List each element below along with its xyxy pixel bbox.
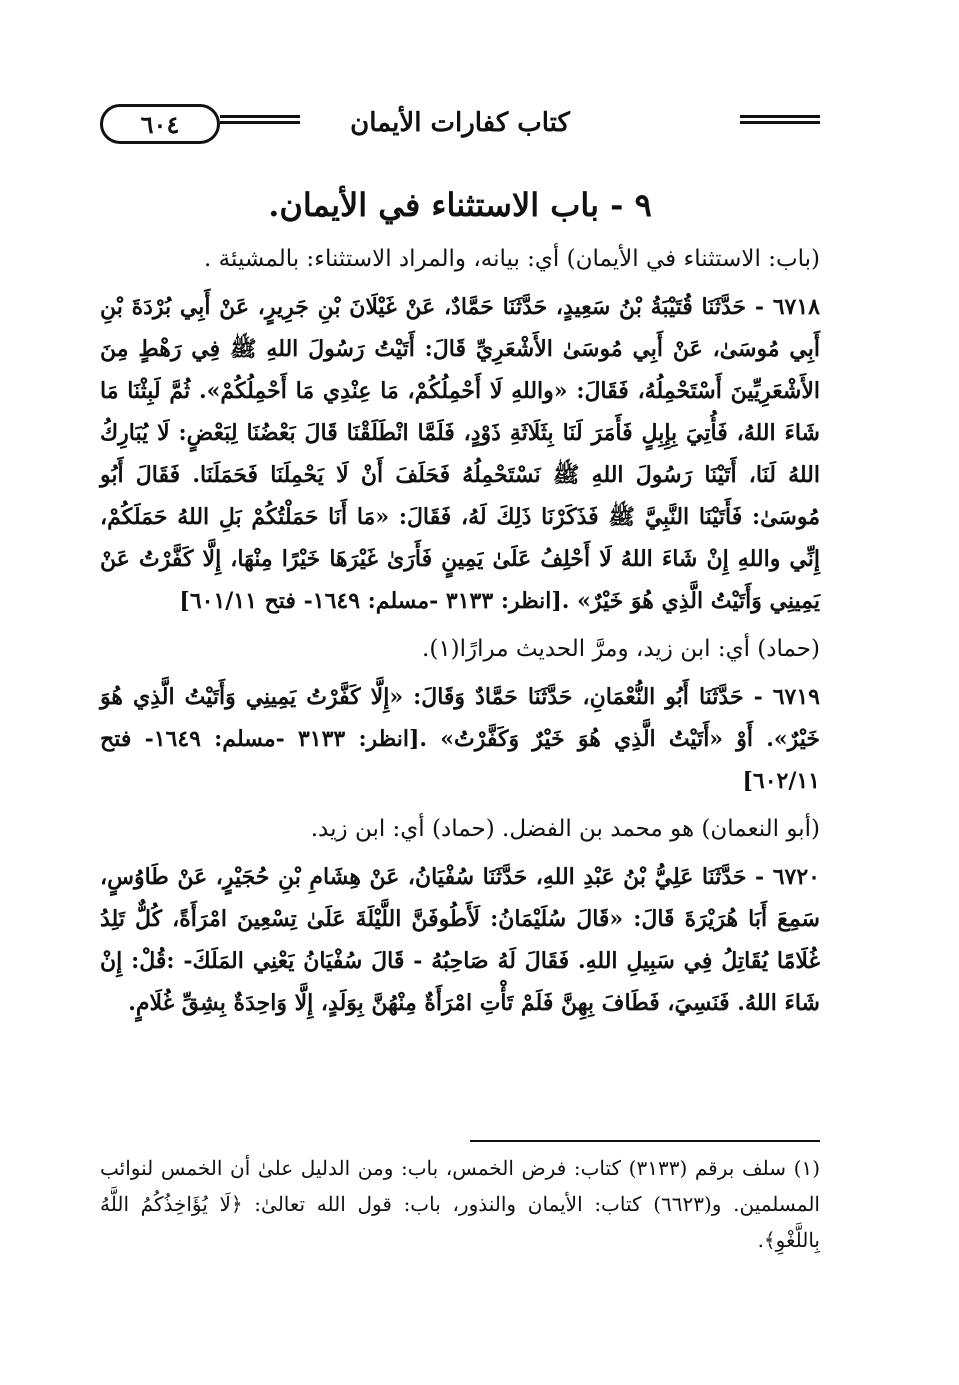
- footnotes: [100, 1150, 820, 1258]
- footnote-item: (١) سلف برقم (٣١٣٣) كتاب: فرض الخمس، باب: ومن الدليل علىٰ أن الخمس لنوائب المسلمين. و(٦٦٢٣) كتاب: الأيمان والنذور، باب: قول الله تعالىٰ: ﴿لَا يُؤَاخِذُكُمُ اللَّهُ بِاللَّغْوِ﴾.: [100, 1156, 820, 1252]
- book-title: كتاب كفارات الأيمان: [350, 108, 570, 138]
- commentary-paragraph: (حماد) أي: ابن زيد، ومرَّ الحديث مرارًا(١).: [422, 636, 820, 662]
- commentary-paragraph: (باب: الاستثناء في الأيمان) أي: بيانه، والمراد الاستثناء: بالمشيئة .: [204, 246, 820, 272]
- hadith-paragraph: ٦٧١٩ - حَدَّثَنَا أَبُو النُّعْمَانِ، حَدَّثَنَا حَمَّادٌ وَقَالَ: «إِلَّا كَفَّرْتُ يَمِينِي وَأَتَيْتُ الَّذِي هُوَ خَيْرٌ». أَوْ «أَتَيْتُ الَّذِي هُوَ خَيْرٌ وَكَفَّرْتُ» .[انظر: ٣١٣٣ -مسلم: ١٦٤٩- فتح ٦٠٢/١١]: [100, 684, 820, 794]
- chapter-title: ٩ - باب الاستثناء في الأيمان.: [268, 186, 652, 224]
- page-header: [100, 98, 820, 148]
- commentary-paragraph: (أبو النعمان) هو محمد بن الفضل. (حماد) أي: ابن زيد.: [310, 816, 820, 842]
- page-content: [100, 182, 820, 1030]
- hadith-paragraph: ٦٧١٨ - حَدَّثَنَا قُتَيْبَةُ بْنُ سَعِيدٍ، حَدَّثَنَا حَمَّادٌ، عَنْ غَيْلَانَ بْنِ جَرِيرٍ، عَنْ أَبِي بُرْدَةَ بْنِ أَبِي مُوسَىٰ، عَنْ أَبِي مُوسَىٰ الأَشْعَرِيِّ قَالَ: أَتَيْتُ رَسُولَ اللهِ ﷺ فِي رَهْطٍ مِنَ الأَشْعَرِيِّينَ أَسْتَحْمِلُهُ، فَقَالَ: «واللهِ لَا أَحْمِلُكُمْ، مَا عِنْدِي مَا أَحْمِلُكُمْ». ثُمَّ لَبِثْنَا مَا شَاءَ اللهُ، فَأُتِيَ بِإِبِلٍ فَأَمَرَ لَنَا بِثَلَاثَةِ ذَوْدٍ، فَلَمَّا انْطَلَقْنَا قَالَ بَعْضُنَا لِبَعْضٍ: لَا يُبَارِكُ اللهُ لَنَا، أَتَيْنَا رَسُولَ اللهِ ﷺ نَسْتَحْمِلُهُ فَحَلَفَ أَنْ لَا يَحْمِلَنَا فَحَمَلَنَا. فَقَالَ أَبُو مُوسَىٰ: فَأَتَيْنَا النَّبِيَّ ﷺ فَذَكَرْنَا ذَلِكَ لَهُ، فَقَالَ: «مَا أَنَا حَمَلْتُكُمْ بَلِ اللهُ حَمَلَكُمْ، إِنِّي واللهِ إِنْ شَاءَ اللهُ لَا أَحْلِفُ عَلَىٰ يَمِينٍ فَأَرَىٰ غَيْرَهَا خَيْرًا مِنْهَا، إِلَّا كَفَّرْتُ عَنْ يَمِينِي وَأَتَيْتُ الَّذِي هُوَ خَيْرٌ» .[انظر: ٣١٣٣ -مسلم: ١٦٤٩- فتح ٦٠١/١١]: [100, 294, 820, 614]
- hadith-paragraph: ٦٧٢٠ - حَدَّثَنَا عَلِيُّ بْنُ عَبْدِ اللهِ، حَدَّثَنَا سُفْيَانُ، عَنْ هِشَامِ بْنِ حُجَيْرٍ، عَنْ طَاوُسٍ، سَمِعَ أَبَا هُرَيْرَةَ قَالَ: «قَالَ سُلَيْمَانُ: لَأَطُوفَنَّ اللَّيْلَةَ عَلَىٰ تِسْعِينَ امْرَأَةً، كُلٌّ تَلِدُ غُلَامًا يُقَاتِلُ فِي سَبِيلِ اللهِ. فَقَالَ لَهُ صَاحِبُهُ - قَالَ سُفْيَانُ يَعْنِي المَلَكَ- :قُلْ: إِنْ شَاءَ اللهُ. فَنَسِيَ، فَطَافَ بِهِنَّ فَلَمْ تَأْتِ امْرَأَةٌ مِنْهُنَّ بِوَلَدٍ، إِلَّا وَاحِدَةٌ بِشِقِّ غُلَامٍ.: [100, 864, 820, 1016]
- footnote-divider: [470, 1140, 820, 1142]
- header-rule-right: [740, 112, 820, 127]
- header-rule-left: [220, 112, 300, 127]
- page-number: ٦٠٤: [140, 109, 180, 139]
- page-number-badge: [100, 104, 220, 144]
